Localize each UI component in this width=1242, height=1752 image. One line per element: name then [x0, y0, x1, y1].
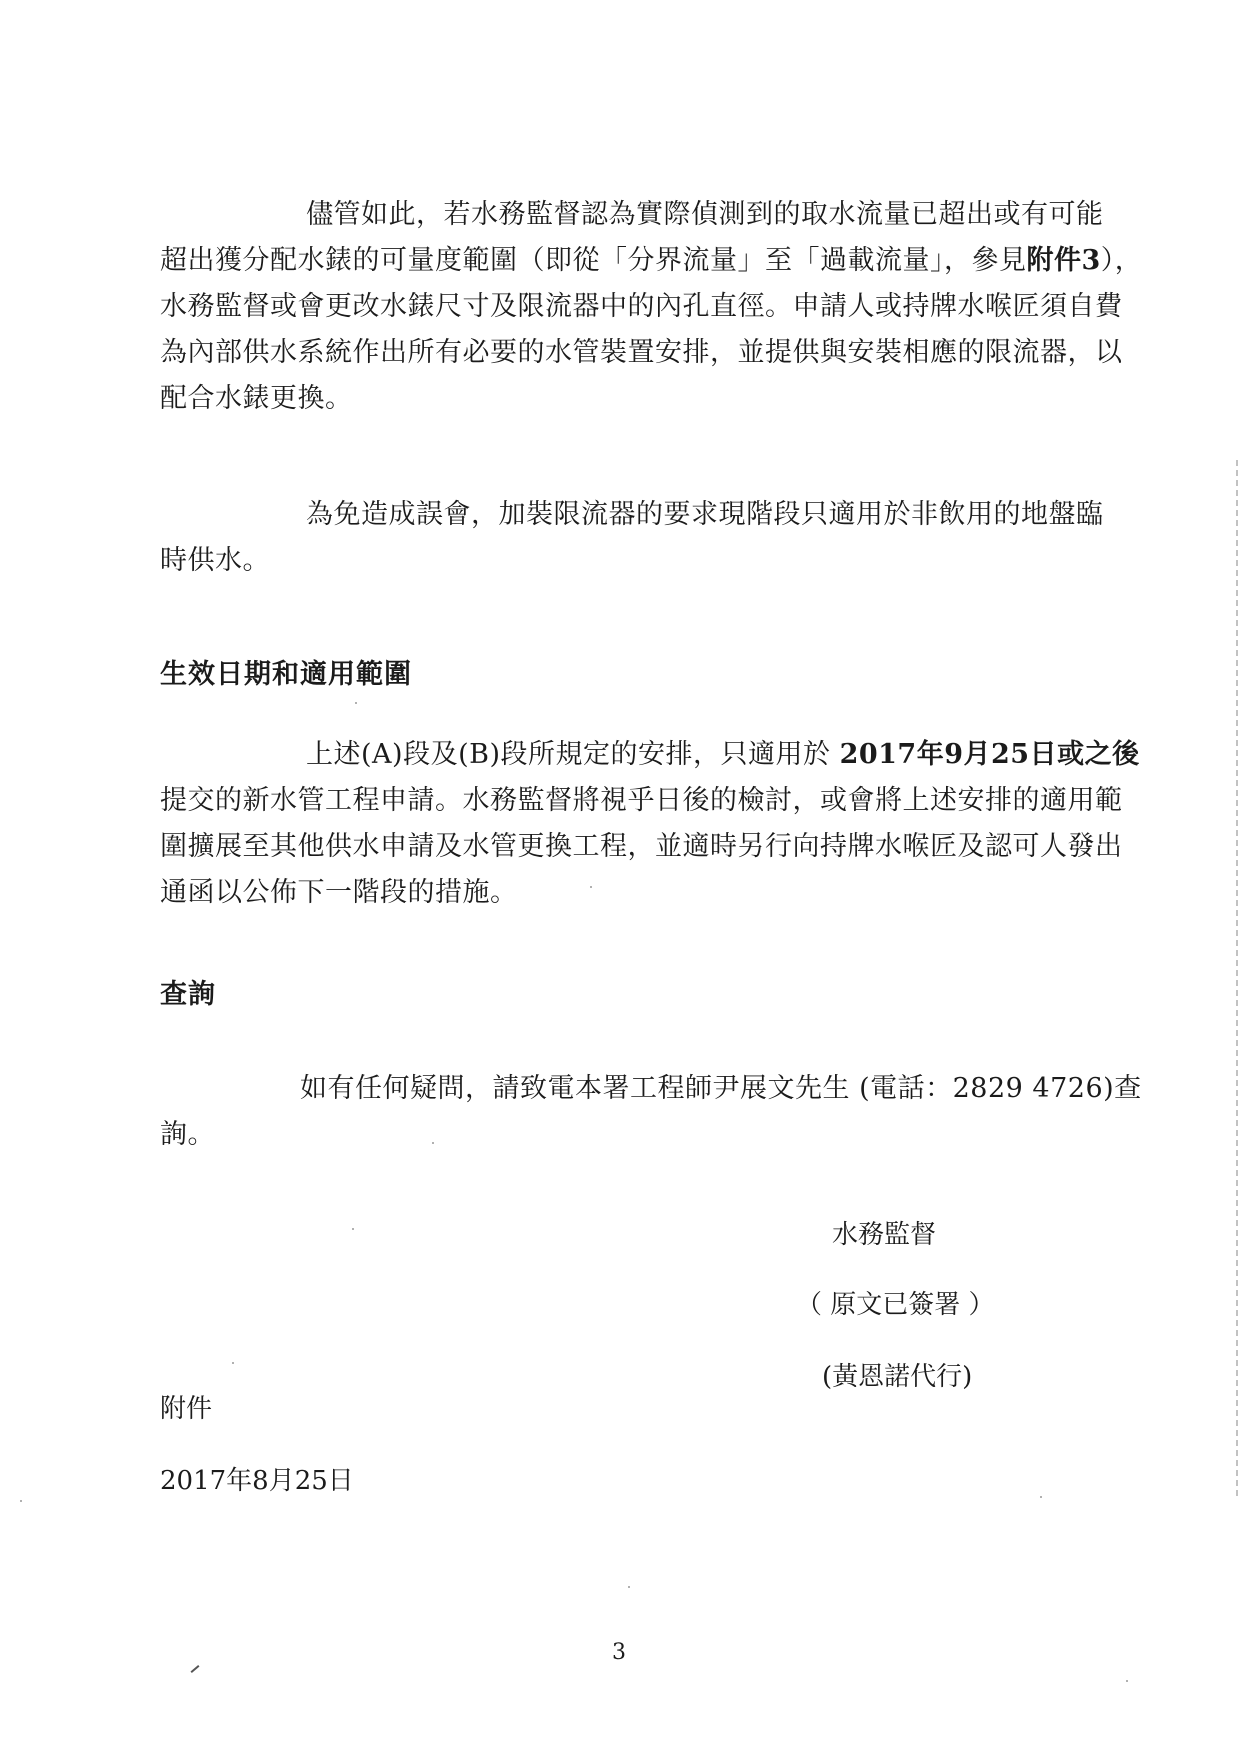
- paragraph-line: 圍擴展至其他供水申請及水管更換工程，並適時另行向持牌水喉匠及認可人發出: [160, 831, 1123, 862]
- paragraph-line: 通函以公佈下一階段的措施。: [160, 877, 518, 908]
- scan-speck: [352, 1228, 354, 1230]
- paragraph-line: 水務監督或會更改水錶尺寸及限流器中的內孔直徑。申請人或持牌水喉匠須自費: [160, 291, 1123, 322]
- paragraph-line: 詢。: [160, 1119, 215, 1150]
- paragraph-line: 超出獲分配水錶的可量度範圍（即從「分界流量」至「過載流量」，參見附件3），: [160, 245, 1143, 276]
- paragraph-line: 儘管如此，若水務監督認為實際偵測到的取水流量已超出或有可能: [306, 199, 1104, 230]
- paragraph-line: 時供水。: [160, 545, 270, 576]
- stray-pen-mark: [191, 1665, 200, 1673]
- paragraph-clarification: [160, 492, 1104, 584]
- scan-speck: [20, 1500, 22, 1502]
- document-date: 2017年8月25日: [160, 1466, 354, 1496]
- paragraph-line: 如有任何疑問，請致電本署工程師尹展文先生 (電話：2829 4726)查: [300, 1073, 1142, 1104]
- paragraph-meter-size-change: [160, 192, 1143, 422]
- attachment-label: 附件: [160, 1394, 213, 1424]
- signature-on-behalf: (黃恩諾代行): [822, 1362, 973, 1392]
- scan-speck: [1126, 1680, 1128, 1682]
- signature-title: 水務監督: [832, 1220, 937, 1250]
- scan-speck: [355, 702, 357, 704]
- scan-speck: [432, 1142, 434, 1144]
- paragraph-line: 上述(A)段及(B)段所規定的安排，只適用於 2017年9月25日或之後: [306, 739, 1140, 770]
- paragraph-line: 配合水錶更換。: [160, 383, 353, 414]
- paragraph-enquiry: [160, 1066, 1142, 1158]
- heading-effective-date: 生效日期和適用範圍: [160, 659, 412, 690]
- paragraph-effective-date: [160, 732, 1140, 916]
- paragraph-line: 提交的新水管工程申請。水務監督將視乎日後的檢討，或會將上述安排的適用範: [160, 785, 1123, 816]
- scan-speck: [628, 1586, 630, 1588]
- paragraph-line: 為內部供水系統作出所有必要的水管裝置安排，並提供與安裝相應的限流器，以: [160, 337, 1123, 368]
- scan-speck: [1040, 1496, 1042, 1498]
- paragraph-line: 為免造成誤會，加裝限流器的要求現階段只適用於非飲用的地盤臨: [306, 499, 1104, 530]
- scan-edge-artifact: [1236, 460, 1238, 1500]
- heading-enquiry: 查詢: [160, 979, 216, 1010]
- scan-speck: [590, 886, 592, 888]
- scan-speck: [232, 1362, 234, 1364]
- page-number: 3: [612, 1640, 626, 1665]
- signature-signed-note: （ 原文已簽署 ）: [796, 1290, 995, 1320]
- effective-date-highlight: 2017年9月25日或之後: [839, 739, 1140, 770]
- annex-reference: 附件3: [1026, 245, 1101, 276]
